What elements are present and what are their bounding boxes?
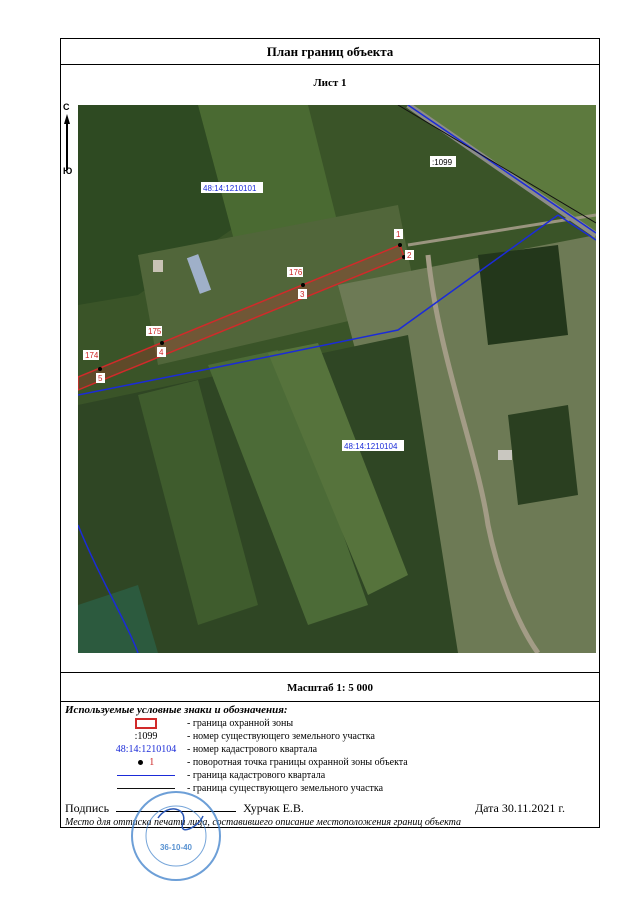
measure-label-175: 175 xyxy=(148,327,162,336)
legend-text: - граница существующего земельного участка xyxy=(187,783,384,794)
point-label-1: 1 xyxy=(396,230,401,239)
stamp-place-note: Место для оттиска печати лица, составившего описание местоположения границ объекта xyxy=(65,817,462,828)
signature-label: Подпись xyxy=(65,801,110,815)
parcel-number-symbol: :1099 xyxy=(134,731,158,742)
stamp-number: 36-10-40 xyxy=(159,843,193,852)
signer-name: Хурчак Е.В. xyxy=(243,801,304,815)
measure-label-174: 174 xyxy=(85,351,99,360)
legend-row xyxy=(61,731,599,743)
forest-patch xyxy=(478,245,568,345)
garden-patch xyxy=(508,405,578,505)
point-label-3: 3 xyxy=(300,290,305,299)
point-label-5: 5 xyxy=(98,374,103,383)
map-scale: Масштаб 1: 5 000 xyxy=(61,672,599,702)
turning-point-symbol xyxy=(101,757,191,769)
legend-row xyxy=(61,757,599,769)
legend-row xyxy=(61,744,599,756)
quarter-number-symbol: 48:14:1210104 xyxy=(115,744,177,755)
turning-point xyxy=(398,243,402,247)
legend-text: - поворотная точка границы охранной зоны объекта xyxy=(187,757,408,768)
quarter-label-south: 48:14:1210104 xyxy=(344,442,398,451)
sheet-number: Лист 1 xyxy=(313,77,347,89)
document-title: План границ объекта xyxy=(61,39,599,65)
legend-title: Используемые условные знаки и обозначения: xyxy=(65,704,288,716)
turning-point xyxy=(301,283,305,287)
north-arrow-icon xyxy=(59,112,75,172)
legend-row xyxy=(61,718,599,730)
document-frame xyxy=(60,38,600,828)
quarter-border-symbol xyxy=(101,770,191,782)
turning-point xyxy=(98,367,102,371)
south-label: Ю xyxy=(63,166,73,176)
building xyxy=(153,260,163,272)
legend-text: - граница кадастрового квартала xyxy=(187,770,326,781)
quarter-label-north: 48:14:1210101 xyxy=(203,184,257,193)
north-label: С xyxy=(63,102,70,112)
map-canvas xyxy=(78,105,596,653)
signature-scribble xyxy=(158,809,203,830)
official-stamp xyxy=(128,788,224,884)
satellite-map xyxy=(78,105,596,653)
zone-symbol xyxy=(101,718,191,730)
measure-label-176: 176 xyxy=(289,268,303,277)
north-arrow xyxy=(59,102,75,222)
point-label-4: 4 xyxy=(159,348,164,357)
point-label-2: 2 xyxy=(407,251,412,260)
legend-text: - номер кадастрового квартала xyxy=(187,744,318,755)
turning-point-symbol-number: 1 xyxy=(149,757,155,768)
parcel-label: :1099 xyxy=(432,158,453,167)
legend-row xyxy=(61,770,599,782)
building xyxy=(498,450,512,460)
turning-point xyxy=(160,341,164,345)
legend-text: - номер существующего земельного участка xyxy=(187,731,375,742)
point-dot-icon xyxy=(138,760,143,765)
signature-date: Дата 30.11.2021 г. xyxy=(474,801,565,815)
legend-text: - граница охранной зоны xyxy=(187,718,294,729)
